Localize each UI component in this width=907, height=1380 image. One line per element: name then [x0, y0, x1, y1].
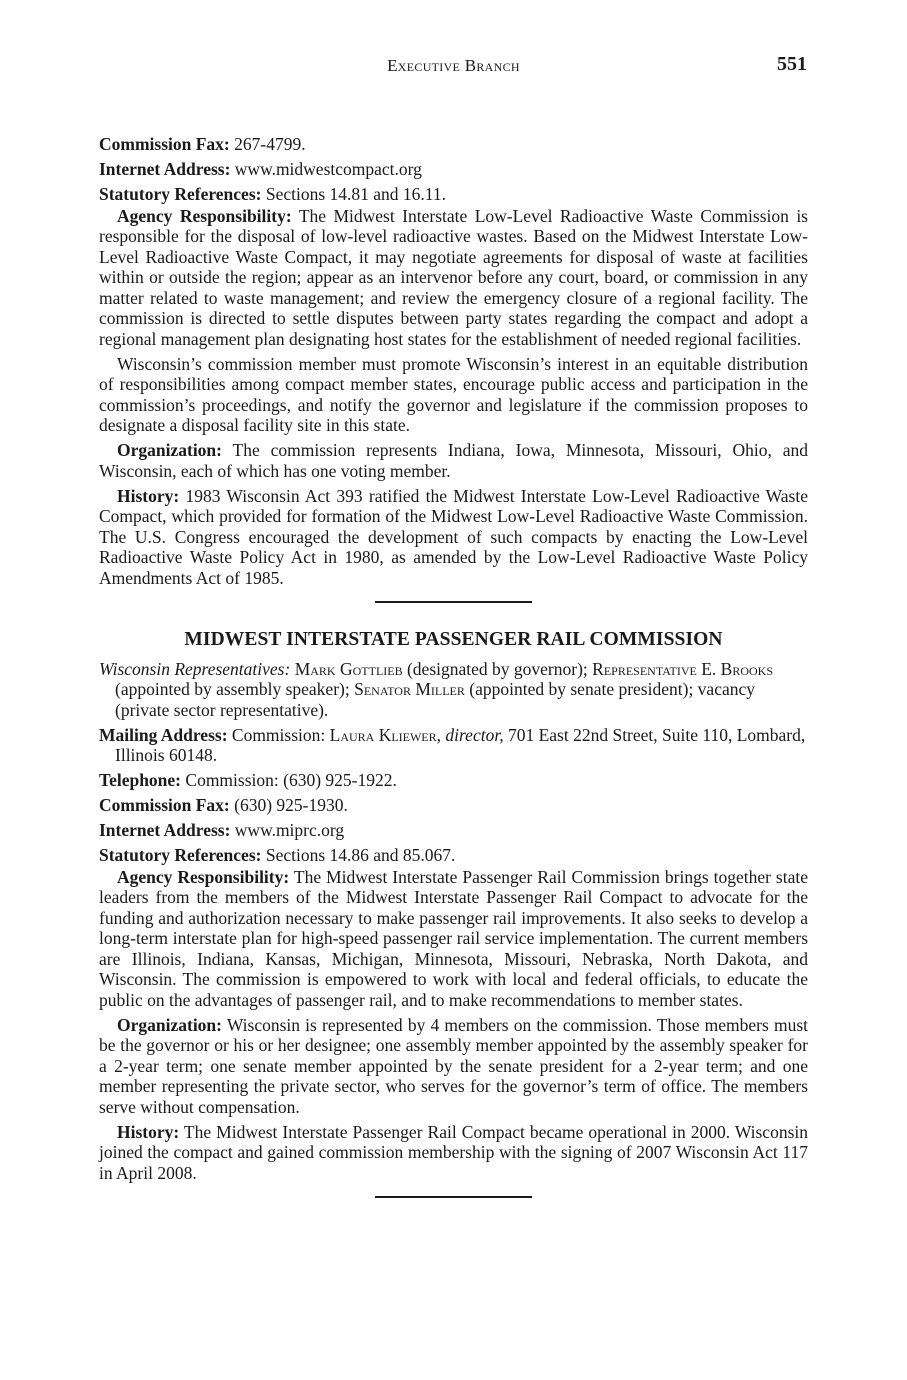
s2-rep-text-3: (appointed by senate president); vacancy (private sector representative).: [115, 679, 755, 720]
s2-telephone-value: Commission: (630) 925-1922.: [181, 770, 397, 790]
running-head: Executive Branch: [387, 56, 520, 75]
section-title: MIDWEST INTERSTATE PASSENGER RAIL COMMISSION: [184, 629, 723, 650]
s2-history-paragraph: [99, 1122, 808, 1184]
s1-fax-label: Commission Fax:: [99, 134, 230, 154]
s2-history-text: The Midwest Interstate Passenger Rail Compact became operational in 2000. Wisconsin joined the compact and gained commission membership with the signing of 2007 Wisconsin Act 117 in April 2008.: [99, 1121, 808, 1183]
section-end-divider: [375, 1196, 532, 1198]
s2-telephone-label: Telephone:: [99, 770, 182, 790]
s1-internet-label: Internet Address:: [99, 159, 231, 179]
s1-organization-paragraph: [99, 440, 808, 481]
s2-internet-value: www.miprc.org: [230, 820, 345, 840]
s2-statutory: [99, 845, 808, 866]
s2-representatives: [99, 659, 808, 721]
s1-agency-text: The Midwest Interstate Low-Level Radioactive Waste Commission is responsible for the disposal of low-level radioactive wastes. Based on the Midwest Interstate Low-Level Radioactive Waste Compact, it may negotiate agreements for disposal of waste at facilities within or outside the region; appear as an intervenor before any court, board, or commission in any matter related to waste management; and review the emergency closure of a regional facility. The commission is directed to settle disputes between party states regarding the compact and adopt a regional management plan designating host states for the establishment of needed regional facilities.: [99, 205, 808, 349]
s2-fax-label: Commission Fax:: [99, 795, 230, 815]
s2-fax: [99, 795, 808, 816]
s1-internet: [99, 159, 808, 180]
s2-mailing: Mailing Address: Commission: Laura Kliewer, director, 701 East 22nd Street, Suite 110, Lombard, Illinois 60148.: [99, 724, 806, 765]
s1-organization-text: The commission represents Indiana, Iowa, Minnesota, Missouri, Ohio, and Wisconsin, each of which has one voting member.: [99, 440, 808, 481]
s1-fax: [99, 134, 808, 155]
s1-history-text: 1983 Wisconsin Act 393 ratified the Midwest Interstate Low-Level Radioactive Waste Compact, which provided for formation of the Midwest Low-Level Radioactive Waste Commission. The U.S. Congress encouraged the development of such compacts by enacting the Low-Level Radioactive Waste Policy Act in 1980, as amended by the Low-Level Radioactive Waste Policy Amendments Act of 1985.: [99, 485, 808, 588]
page-content: [99, 134, 808, 1198]
s2-rep-text-1: (designated by governor);: [402, 658, 593, 679]
s2-agency-label: Agency Responsibility:: [117, 866, 290, 887]
s1-organization-label: Organization:: [117, 440, 222, 460]
s1-history-paragraph: [99, 486, 808, 589]
s2-history-label: History:: [117, 1121, 180, 1142]
s2-organization-paragraph: [99, 1015, 808, 1118]
s1-fax-value: 267-4799.: [229, 134, 306, 154]
s1-internet-value: www.midwestcompact.org: [230, 159, 422, 179]
s1-history-label: History:: [117, 485, 180, 506]
s2-agency-paragraph: [99, 867, 808, 1011]
s2-rep-name-3: Miller: [415, 679, 465, 699]
s2-rep-title-2: Representative: [592, 658, 697, 679]
s1-statutory: [99, 184, 808, 205]
section-divider: [375, 601, 532, 603]
s2-statutory-value: Sections 14.86 and 85.067.: [261, 845, 456, 865]
s1-statutory-label: Statutory References:: [99, 184, 262, 204]
s2-rep-title-3: Senator: [354, 679, 411, 699]
s1-member-paragraph: Wisconsin’s commission member must promote Wisconsin’s interest in an equitable distribution of responsibilities among compact member states, encourage public access and participation in the commission’s proceedings, and notify the governor and legislature if the commission proposes to designate a disposal facility site in this state.: [99, 353, 808, 435]
s2-internet-label: Internet Address:: [99, 820, 231, 840]
s2-fax-value: (630) 925-1930.: [229, 795, 348, 815]
s1-statutory-value: Sections 14.81 and 16.11.: [261, 184, 447, 204]
s2-mailing-address: 701 East 22nd Street, Suite 110, Lombard, Illinois 60148.: [115, 724, 806, 765]
page-number: 551: [777, 53, 807, 75]
s1-agency-paragraph: [99, 206, 808, 350]
s1-agency-label: Agency Responsibility:: [117, 205, 292, 226]
s2-organization-text: Wisconsin is represented by 4 members on the commission. Those members must be the governor or his or her designee; one assembly member appointed by the assembly speaker for a 2-year term; one senate member appointed by the senate president for a 2-year term; and one member representing the private sector, who serves for the governor’s term of office. The members serve without compensation.: [99, 1014, 808, 1117]
s2-mailing-label: Mailing Address:: [99, 724, 228, 745]
s2-rep-text-2: (appointed by assembly speaker);: [115, 679, 355, 699]
s2-organization-label: Organization:: [117, 1014, 222, 1035]
s2-agency-text: The Midwest Interstate Passenger Rail Commission brings together state leaders from the members of the Midwest Interstate Passenger Rail Compact to advocate for the funding and authorization necessary to make passenger rail improvements. It also seeks to develop a long-term interstate plan for high-speed passenger rail service implementation. The current members are Illinois, Indiana, Kansas, Michigan, Minnesota, Missouri, Nebraska, North Dakota, and Wisconsin. The commission is empowered to work with local and federal officials, to educate the public on the advantages of passenger rail, and to make recommendations to member states.: [99, 866, 809, 1010]
s2-statutory-label: Statutory References:: [99, 845, 262, 865]
s2-mailing-prefix: Commission:: [227, 724, 330, 745]
s2-telephone: [99, 770, 808, 791]
s2-mailing-role: director,: [445, 724, 504, 745]
s2-mailing-name: Laura Kliewer: [329, 724, 437, 745]
s2-rep-name-2: E. Brooks: [701, 658, 774, 679]
s2-internet: [99, 820, 808, 841]
s2-reps-label: Wisconsin Representatives:: [99, 658, 291, 679]
s2-rep-name-1: Mark Gottlieb: [294, 658, 403, 679]
